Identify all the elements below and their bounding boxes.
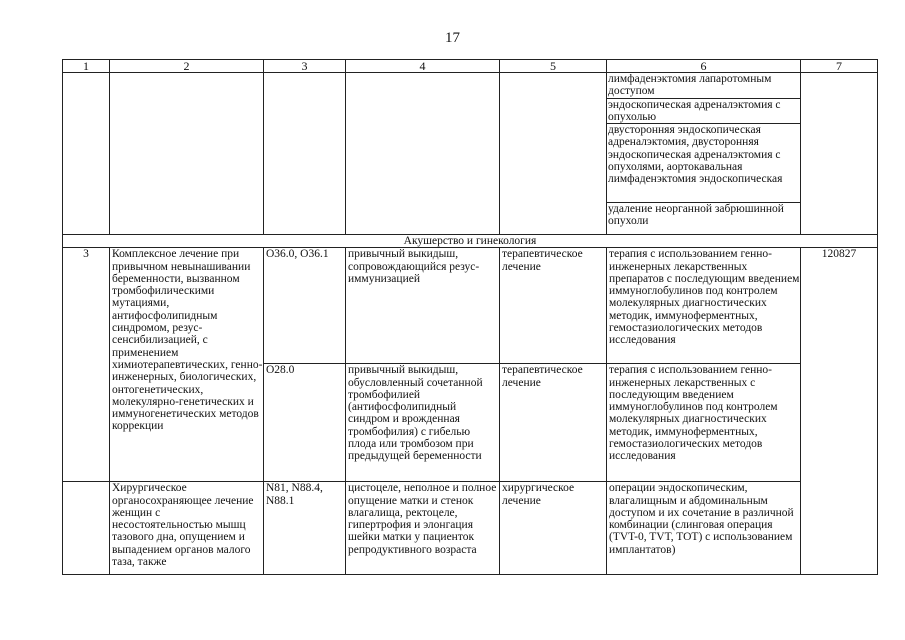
header-cell: 7 [801, 60, 878, 73]
header-cell: 2 [110, 60, 264, 73]
treatment-method: терапия с использованием генно-инженерных лекарственных с последующим введением иммуноглобулинов под контролем молекулярных диагностических методик, иммуноферментных, гемостазиологических методов исследования [607, 364, 801, 482]
patient-model: цистоцеле, неполное и полное опущение матки и стенок влагалища, ректоцеле, гипертрофия и элонгация шейки матки у пациенток репродуктивного возраста [346, 482, 500, 575]
treatment-method: операции эндоскопическим, влагалищным и абдоминальным доступом и их сочетание в различной комбинации (слинговая операция (TVT-0, TVT, TOT) с использованием имплантатов) [607, 482, 801, 575]
patient-model: привычный выкидыш, обусловленный сочетанной тромбофилией (антифосфолипидный синдром и врожденная тромбофилия) с гибелью плода или тромбозом при предыдущей беременности [346, 364, 500, 482]
medical-care-table [62, 59, 878, 575]
treatment-type: терапевтическое лечение [500, 364, 607, 482]
continued-methods [607, 73, 800, 228]
method-item: лимфаденэктомия лапаротомным доступом [607, 73, 800, 98]
header-cell: 1 [63, 60, 110, 73]
header-cell: 3 [264, 60, 346, 73]
icd-codes: N81, N88.4, N88.1 [264, 482, 346, 575]
header-row [63, 60, 878, 73]
price-value: 120827 [801, 248, 878, 575]
table-row [63, 482, 878, 575]
header-cell: 6 [607, 60, 801, 73]
header-cell: 4 [346, 60, 500, 73]
row-number: 3 [63, 248, 110, 482]
care-type-name: Комплексное лечение при привычном невынашивании беременности, вызванном тромбофилическими мутациями, антифосфолипидным синдромом, резус-сенсибилизацией, с применением химиотерапевтических, генно-инженерных, биологических, онтогенетических, молекулярно-генетических и иммуногенетических методов коррекции [110, 248, 264, 482]
icd-codes: O36.0, O36.1 [264, 248, 346, 364]
continued-row [63, 73, 878, 235]
care-type-name: Хирургическое органосохраняющее лечение женщин с несостоятельностью мышц тазового дна, опущением и выпадением органов малого таза, также [110, 482, 264, 575]
header-cell: 5 [500, 60, 607, 73]
section-row [63, 235, 878, 248]
table-row [63, 248, 878, 364]
page-number: 17 [445, 30, 460, 46]
treatment-type: терапевтическое лечение [500, 248, 607, 364]
method-item: удаление неорганной забрюшинной опухоли [608, 203, 784, 228]
method-item: эндоскопическая адреналэктомия с опухолью [607, 98, 800, 124]
treatment-method: терапия с использованием генно-инженерных лекарственных препаратов с последующим введением иммуноглобулинов под контролем молекулярных диагностических методик, иммуноферментных, гемостазиологических методов исследования [607, 248, 801, 364]
patient-model: привычный выкидыш, сопровождающийся резус-иммунизацией [346, 248, 500, 364]
method-item: двусторонняя эндоскопическая адреналэктомия, двусторонняя эндоскопическая адреналэктомия с опухолями, аортокавальная лимфаденэктомия эндоскопическая [607, 124, 800, 203]
icd-codes: O28.0 [264, 364, 346, 482]
section-title: Акушерство и гинекология [63, 235, 878, 248]
treatment-type: хирургическое лечение [500, 482, 607, 575]
